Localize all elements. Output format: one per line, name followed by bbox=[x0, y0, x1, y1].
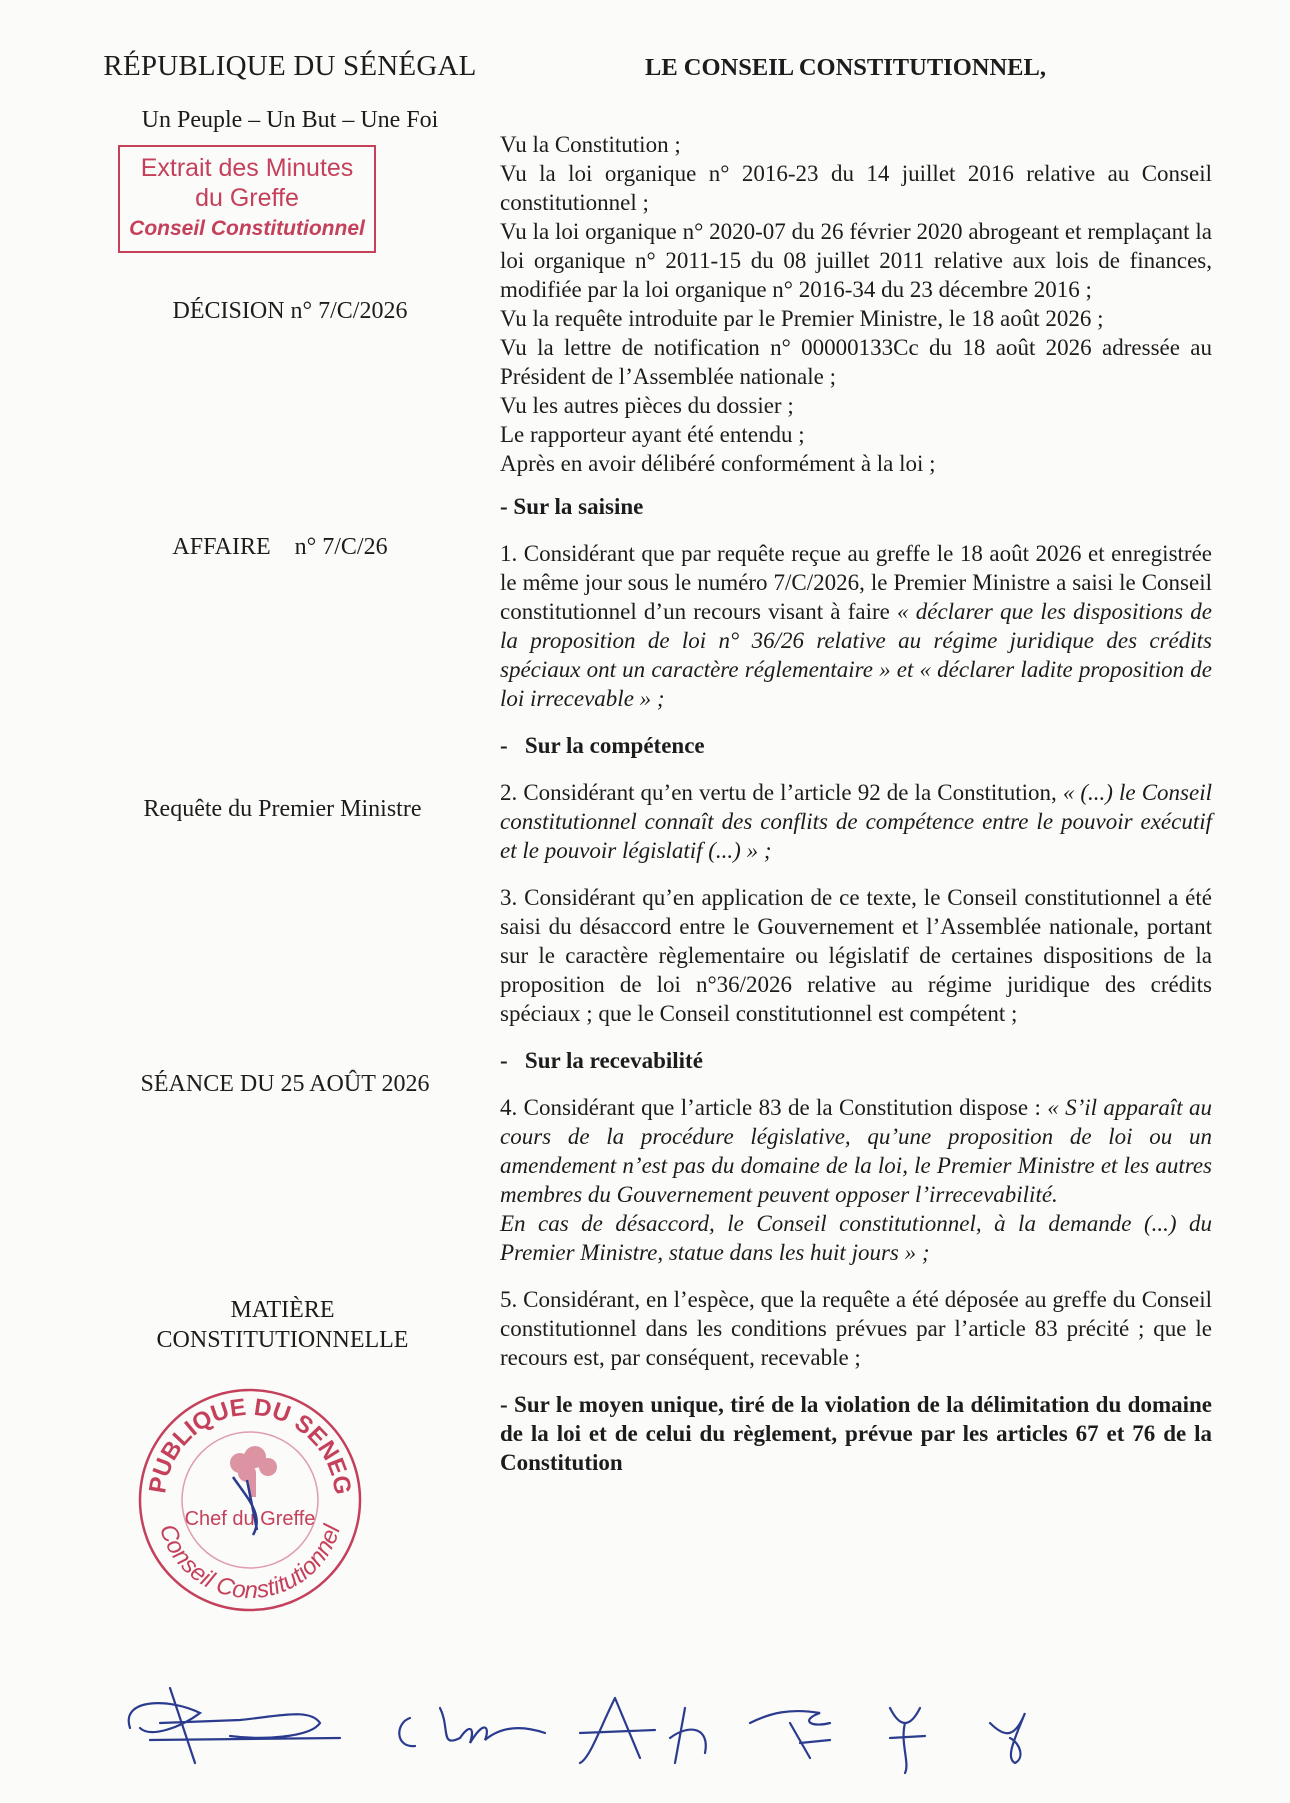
stamp-line-1: Extrait des Minutes bbox=[140, 154, 354, 182]
paragraph-4 bbox=[500, 1093, 1212, 1209]
seal-center-text: Chef du Greffe bbox=[184, 1508, 316, 1530]
paragraph-3: 3. Considérant qu’en application de ce texte, le Conseil constitutionnel a été saisi du désaccord entre le Gouvernement et l’Assemblée nationale, portant sur le caractère règlementaire ou législatif de certaines dispositions de la proposition de loi n°36/2026 relative au régime juridique des crédits spéciaux ; que le Conseil constitutionnel est compétent ; bbox=[500, 885, 1212, 1026]
paragraph-1 bbox=[500, 539, 1212, 713]
section-heading-competence: - Sur la compétence bbox=[500, 733, 705, 758]
paragraph-2 bbox=[500, 778, 1212, 865]
republic-title: RÉPUBLIQUE DU SÉNÉGAL bbox=[103, 50, 477, 82]
section-heading-saisine: - Sur la saisine bbox=[500, 494, 644, 519]
requete-label: Requête du Premier Ministre bbox=[143, 796, 422, 822]
judges-signatures bbox=[110, 1668, 1110, 1783]
section-heading-moyen: - Sur le moyen unique, tiré de la violation de la délimitation du domaine de la loi et de celui du règlement, prévue par les articles 67 et 76 de la Constitution bbox=[500, 1392, 1212, 1475]
section-heading-recevabilite: - Sur la recevabilité bbox=[500, 1048, 703, 1073]
seal-bottom-text: Conseil Constitutionnel bbox=[153, 1520, 346, 1605]
visa-item: Vu la Constitution ; bbox=[500, 132, 681, 157]
visa-item: Après en avoir délibéré conformément à la loi ; bbox=[500, 451, 936, 476]
visa-item: Vu la loi organique n° 2016-23 du 14 juillet 2016 relative au Conseil constitutionnel ; bbox=[500, 161, 1212, 215]
court-title: LE CONSEIL CONSTITUTIONNEL, bbox=[645, 54, 1046, 81]
signature-3 bbox=[580, 1698, 706, 1763]
paragraph-2-quote: « (...) le Conseil constitutionnel connaît des conflits de compétence entre le pouvoir exécutif et le pouvoir législatif (...) » ; bbox=[500, 780, 1212, 863]
paragraph-1-quote: « déclarer que les dispositions de la proposition de loi n° 36/26 relative au régime juridique des crédits spéciaux ont un caractère réglementaire » et « déclarer ladite proposition de loi irrecevable » ; bbox=[500, 599, 1212, 711]
matiere-label-2: CONSTITUTIONNELLE bbox=[156, 1327, 409, 1353]
signature-1 bbox=[129, 1688, 340, 1763]
visa-item: Vu la requête introduite par le Premier Ministre, le 18 août 2026 ; bbox=[500, 306, 1104, 331]
seance-date: SÉANCE DU 25 AOÛT 2026 bbox=[140, 1071, 430, 1097]
stamp-line-3: Conseil Constitutionnel bbox=[129, 217, 365, 240]
matiere-label-1: MATIÈRE bbox=[230, 1297, 335, 1323]
paragraph-5: 5. Considérant, en l’espèce, que la requête a été déposée au greffe du Conseil constitutionnel dans les conditions prévues par l’article 83 précité ; que le recours est, par conséquent, recevable ; bbox=[500, 1287, 1212, 1370]
signature-4 bbox=[750, 1711, 830, 1758]
stamp-line-2: du Greffe bbox=[195, 184, 299, 212]
national-motto: Un Peuple – Un But – Une Foi bbox=[141, 107, 439, 133]
paragraph-2-text: 2. Considérant qu’en vertu de l’article 92 de la Constitution, bbox=[500, 780, 1057, 805]
visa-item: Vu la loi organique n° 2020-07 du 26 février 2020 abrogeant et remplaçant la loi organique n° 2011-15 du 08 juillet 2011 relative aux lois de finances, modifiée par la loi organique n° 2016-34 du 23 décembre 2016 ; bbox=[500, 219, 1212, 302]
visa-item: Vu les autres pièces du dossier ; bbox=[500, 393, 794, 418]
paragraph-1-text: 1. Considérant que par requête reçue au greffe le 18 août 2026 et enregistrée le même jour sous le numéro 7/C/2026, le Premier Ministre a saisi le Conseil constitutionnel d’un recours visant à faire bbox=[500, 541, 1212, 624]
visa-item: Le rapporteur ayant été entendu ; bbox=[500, 422, 805, 447]
affaire-number: AFFAIRE n° 7/C/26 bbox=[172, 534, 388, 560]
official-seal bbox=[135, 1385, 365, 1620]
signature-2 bbox=[399, 1708, 545, 1746]
extract-stamp bbox=[118, 145, 376, 253]
paragraph-4-text: 4. Considérant que l’article 83 de la Constitution dispose : bbox=[500, 1095, 1041, 1120]
svg-text:Conseil Constitutionnel bbox=[154, 1521, 346, 1604]
baobab-tree-icon bbox=[230, 1446, 277, 1497]
signature-5 bbox=[890, 1708, 925, 1773]
paragraph-4-quote-continued: En cas de désaccord, le Conseil constitutionnel, à la demande (...) du Premier Ministre, statue dans les huit jours » ; bbox=[500, 1211, 1212, 1265]
visa-item: Vu la lettre de notification n° 00000133Cc du 18 août 2026 adressée au Président de l’Assemblée nationale ; bbox=[500, 335, 1212, 389]
paragraph-4-quote: « S’il apparaît au cours de la procédure législative, qu’une proposition de loi ou un amendement n’est pas du domaine de la loi, le Premier Ministre et les autres membres du Gouvernement peuvent opposer l’irrecevabilité. bbox=[500, 1095, 1213, 1207]
decision-number: DÉCISION n° 7/C/2026 bbox=[172, 298, 408, 324]
seal-ring-text: PUBLIQUE DU SENEG bbox=[144, 1393, 357, 1497]
signature-6 bbox=[990, 1713, 1025, 1763]
decision-body bbox=[500, 130, 1212, 1477]
